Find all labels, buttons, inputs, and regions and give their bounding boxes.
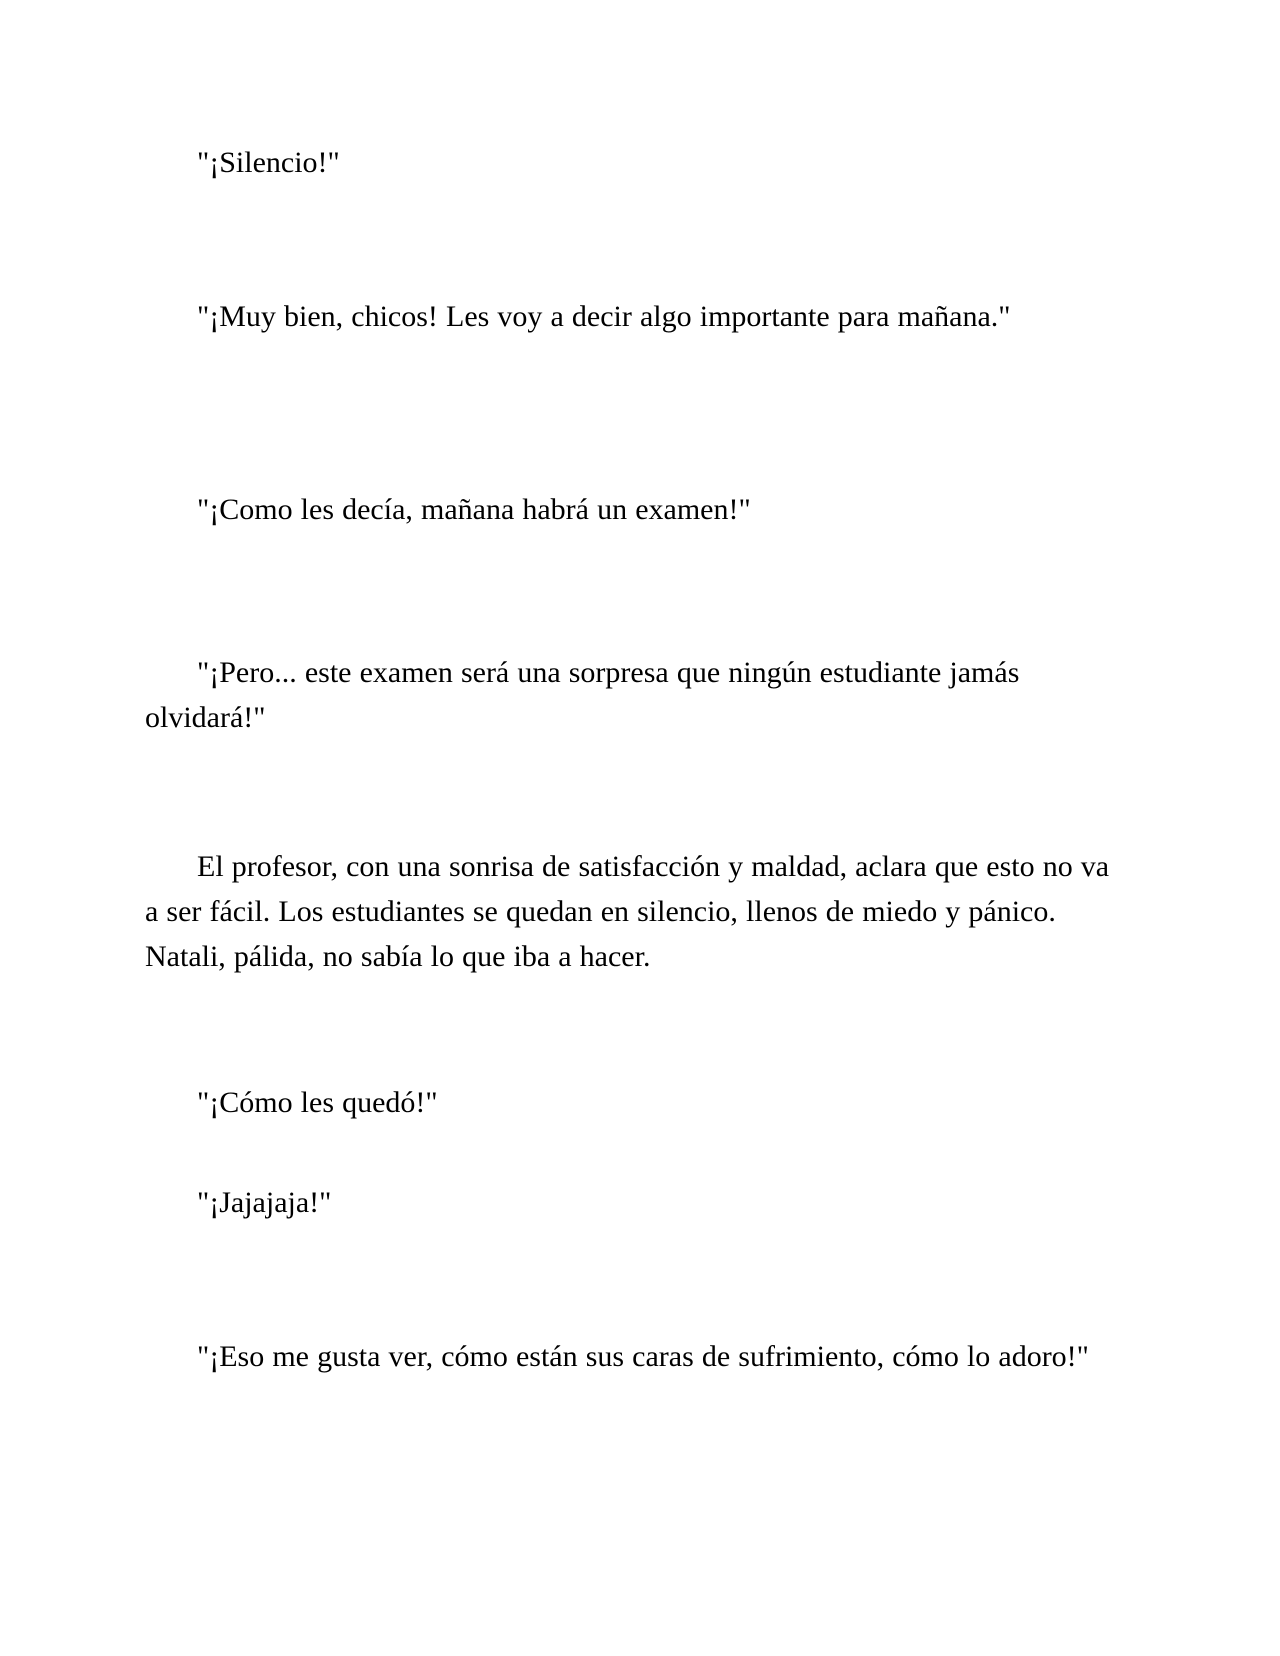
paragraph-dialogue-jajajaja: "¡Jajajaja!"	[197, 1186, 332, 1219]
paragraph-dialogue-pero-examen: "¡Pero... este examen será una sorpresa que ningún estudiante jamás olvidará!"	[145, 656, 1020, 734]
paragraph-dialogue-como-les-quedo: "¡Cómo les quedó!"	[197, 1086, 438, 1119]
paragraph-dialogue-eso-me-gusta: "¡Eso me gusta ver, cómo están sus caras de sufrimiento, cómo lo adoro!"	[197, 1340, 1089, 1373]
paragraph-narration-el-profesor: El profesor, con una sonrisa de satisfacción y maldad, aclara que esto no va a ser fácil. Los estudiantes se quedan en silencio, llenos de miedo y pánico. Natali, pálida, no sabía lo que iba a hacer.	[145, 850, 1110, 973]
paragraph-dialogue-silencio: "¡Silencio!"	[197, 146, 340, 179]
paragraph-dialogue-como-les-decia: "¡Como les decía, mañana habrá un examen!"	[197, 493, 751, 526]
paragraph-dialogue-muy-bien: "¡Muy bien, chicos! Les voy a decir algo importante para mañana."	[197, 300, 1011, 333]
